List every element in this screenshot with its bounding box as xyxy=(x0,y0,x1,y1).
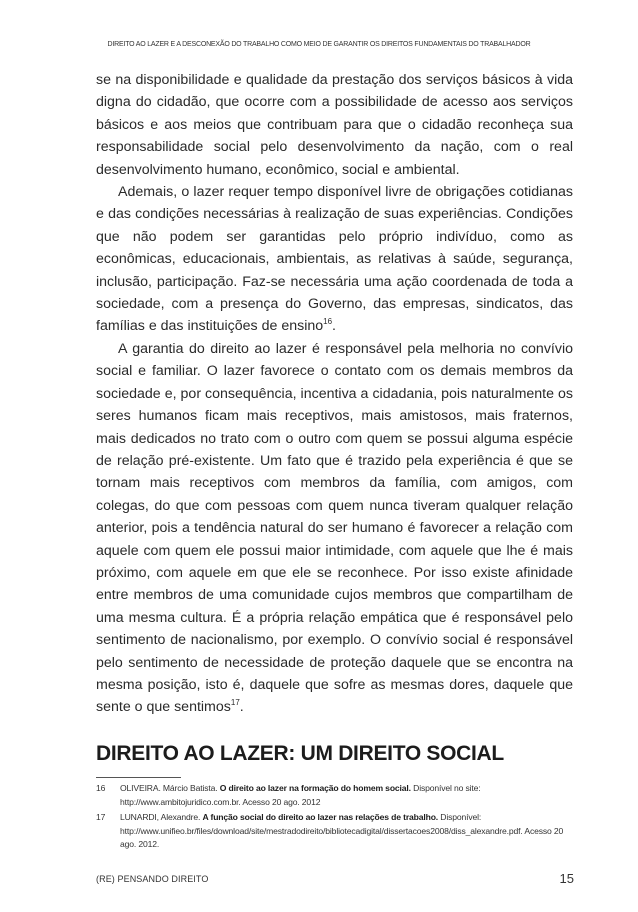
paragraph-3-end: . xyxy=(239,699,244,716)
footnote-17 xyxy=(96,811,574,852)
footnote-number: 16 xyxy=(96,783,106,793)
footnote-author: OLIVEIRA. Márcio Batista. xyxy=(120,783,218,793)
footnote-16 xyxy=(96,782,574,809)
section-title: DIREITO AO LAZER: UM DIREITO SOCIAL xyxy=(96,742,504,765)
paragraph-2-text: Ademais, o lazer requer tempo disponível livre de obrigações cotidianas e das condições necessárias à realização de suas experiências. Condições que não podem ser garantidas pelo próprio indivíduo, como as econômicas, educacionais, ambientais, as relativas à saúde, segurança, inclusão, participação. Faz-se necessária uma ação coordenada de toda a sociedade, com a presença do Governo, das empresas, sindicatos, das famílias e das instituições de ensino xyxy=(96,184,573,335)
footnote-ref-17[interactable]: 17 xyxy=(230,698,240,708)
page-number: 15 xyxy=(559,871,574,886)
footnote-ref-16[interactable]: 16 xyxy=(323,317,333,327)
footnote-author: LUNARDI, Alexandre. xyxy=(120,812,201,822)
footnote-details: Disponível: http://www.unifieo.br/files/download/site/mestradodireito/bibliotecadigital/dissertacoes2008/diss_alexandre.pdf. Acesso 20 ago. 2012. xyxy=(120,812,564,849)
paragraph-2-end: . xyxy=(332,318,336,335)
publication-name: (RE) PENSANDO DIREITO xyxy=(96,874,209,884)
footnote-separator xyxy=(96,777,181,778)
paragraph-3-text: A garantia do direito ao lazer é responsável pela melhoria no convívio social e familiar. O lazer favorece o contato com os demais membros da sociedade e, por consequência, incentiva a cidadania, pois naturalmente os seres humanos ficam mais receptivos, mais amistosos, mais fraternos, mais dedicados no trato com o outro com quem se possui alguma espécie de relação pré-existente. Um fato que é trazido pela experiência é que se tornam mais receptivos com membros da família, com amigos, com colegas, do que com pessoas com quem nunca tiveram qualquer relação anterior, pois a tendência natural do ser humano é favorecer a relação com aquele com quem ele possui maior intimidade, com aquele que lhe é mais próximo, com aquele em que ele se reconhece. Por isso existe afinidade entre membros de uma comunidade cujos membros que compartilham de uma mesma cultura. É a própria relação empática que é responsável pelo sentimento de nacionalismo, por exemplo. O convívio social é responsável pelo sentimento de necessidade de proteção daquele que se encontra na mesma posição, isto é, daquele que sofre as mesmas dores, daquele que sente o que sentimos xyxy=(96,340,573,716)
running-header: DIREITO AO LAZER E A DESCONEXÃO DO TRABALHO COMO MEIO DE GARANTIR OS DIREITOS FUNDAMENTAIS DO TRABALHADOR xyxy=(107,41,531,48)
paragraph-2 xyxy=(96,181,573,338)
footnote-title: O direito ao lazer na formação do homem social. xyxy=(219,783,411,793)
footnote-details: Disponível no site: http://www.ambitojuridico.com.br. Acesso 20 ago. 2012 xyxy=(120,783,481,807)
paragraph-1: se na disponibilidade e qualidade da prestação dos serviços básicos à vida digna do cidadão, que ocorre com a possibilidade de acesso aos serviços básicos e aos meios que contribuam para que o cidadão reconheça sua responsabilidade social pelo desenvolvimento da nação, com o real desenvolvimento humano, econômico, social e ambiental. xyxy=(96,72,573,178)
footnote-title: A função social do direito ao lazer nas relações de trabalho. xyxy=(202,812,439,822)
body-text xyxy=(96,69,573,719)
footnotes xyxy=(96,782,574,854)
paragraph-3 xyxy=(96,338,573,719)
footnote-number: 17 xyxy=(96,812,106,822)
